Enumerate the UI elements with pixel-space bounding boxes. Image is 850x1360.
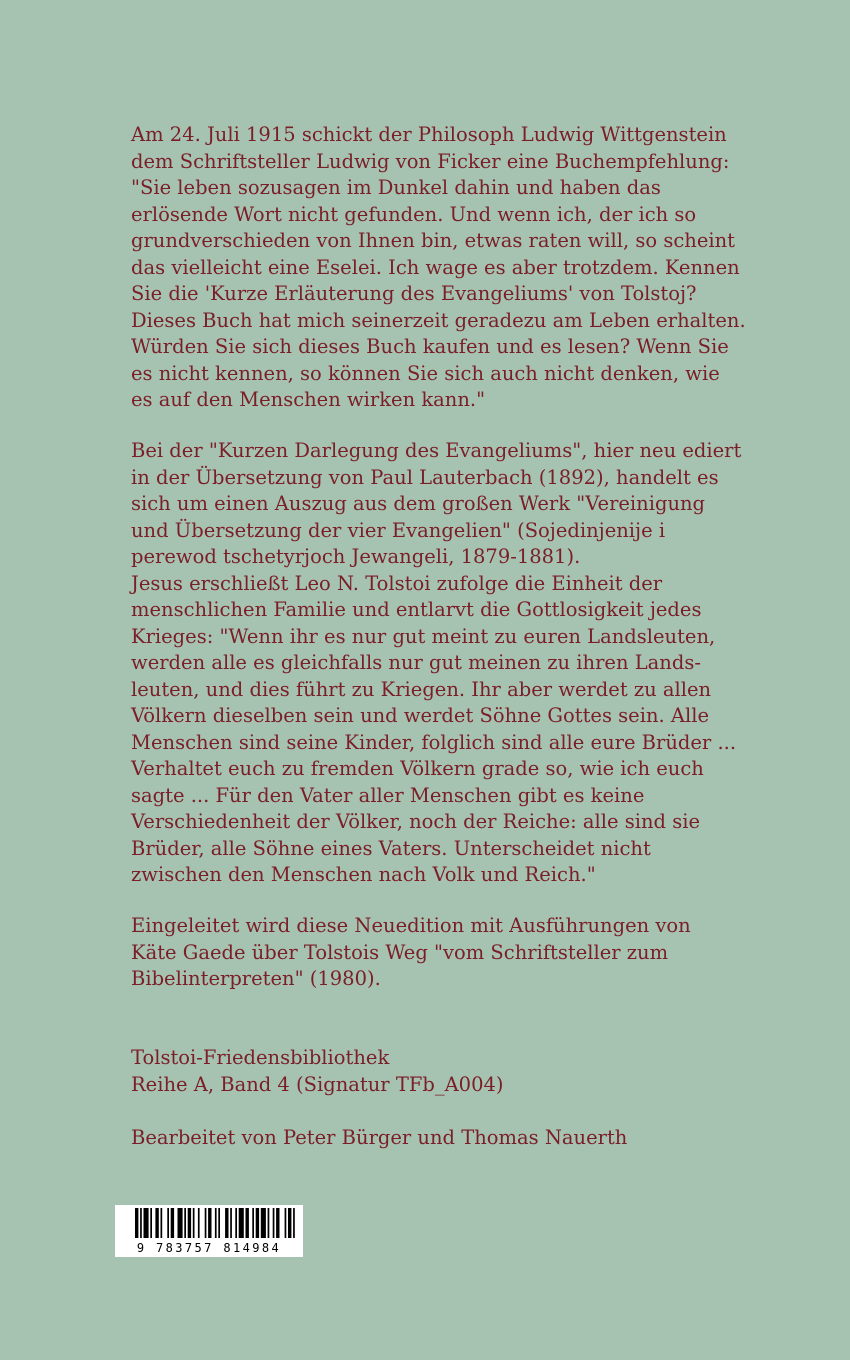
text-line: Menschen sind seine Kinder, folglich sind alle eure Brüder ... [131, 730, 737, 754]
barcode-bar [276, 1208, 279, 1238]
text-line: Am 24. Juli 1915 schickt der Philosoph Ludwig Wittgenstein [131, 123, 727, 146]
barcode-bar [285, 1208, 287, 1238]
barcode-bar [188, 1208, 191, 1238]
text-line: Völkern dieselben sein und werdet Söhne Gottes sein. Alle [131, 704, 710, 727]
barcode-bar [135, 1208, 138, 1238]
text-line: es nicht kennen, so können Sie sich auch nicht denken, wie [131, 361, 720, 385]
barcode-bar [144, 1208, 149, 1238]
text-line: sagte ... Für den Vater aller Menschen gibt es keine [131, 783, 645, 807]
barcode-bar [205, 1208, 207, 1238]
barcode-bar [225, 1208, 228, 1238]
barcode-bar [150, 1208, 152, 1238]
text-line: menschlichen Familie und entlarvt die Gottlosigkeit jedes [131, 598, 702, 621]
text-line: leuten, und dies führt zu Kriegen. Ihr aber werdet zu allen [131, 677, 712, 701]
barcode-bar [235, 1208, 237, 1238]
barcode-bar [198, 1208, 200, 1238]
text-line: Verschiedenheit der Völker, noch der Reiche: alle sind sie [131, 810, 700, 833]
text-line: grundverschieden von Ihnen bin, etwas raten will, so scheint [131, 229, 736, 252]
series-info [131, 1045, 771, 1098]
text-line: werden alle es gleichfalls nur gut meinen zu ihren Lands- [131, 651, 701, 674]
barcode-bar [273, 1208, 275, 1238]
barcode-bar [218, 1208, 220, 1238]
barcode-bar [252, 1208, 254, 1238]
barcode-bar [140, 1208, 142, 1238]
text-line: Eingeleitet wird diese Neuedition mit Ausführungen von [131, 914, 691, 937]
text-line: Brüder, alle Söhne eines Vaters. Unterscheidet nicht [131, 836, 651, 860]
barcode-bar [155, 1208, 158, 1238]
text-line: erlösende Wort nicht gefunden. Und wenn ich, der ich so [131, 202, 697, 226]
text-line: und Übersetzung der vier Evangelien" (Sojedinjenije i [131, 518, 666, 542]
barcode-bar [230, 1208, 232, 1238]
text-line: zwischen den Menschen nach Volk und Reich." [131, 863, 596, 886]
series-volume: Reihe A, Band 4 (Signatur TFb_A004) [131, 1072, 504, 1096]
text-line: Bibelinterpreten" (1980). [131, 967, 381, 990]
barcode-bar [178, 1208, 183, 1238]
text-line: Sie die 'Kurze Erläuterung des Evangeliums' von Tolstoj? [131, 282, 697, 305]
barcode-bar [261, 1208, 266, 1238]
barcode-bar [171, 1208, 174, 1238]
barcode-bar [193, 1208, 195, 1238]
text-line: Dieses Buch hat mich seinerzeit geradezu am Leben erhalten. [131, 308, 746, 332]
barcode-bar [215, 1208, 217, 1238]
text-line: Krieges: "Wenn ihr es nur gut meint zu euren Landsleuten, [131, 624, 716, 648]
text-line: Würden Sie sich dieses Buch kaufen und es lesen? Wenn Sie [131, 335, 729, 358]
barcode-digits: 9 783757 814984 [136, 1241, 282, 1255]
isbn-barcode [115, 1205, 303, 1257]
text-line: Jesus erschließt Leo N. Tolstoi zufolge die Einheit der [131, 571, 663, 595]
text-line: perewod tschetyrjoch Jewangeli, 1879-1881). [131, 545, 581, 568]
barcode-bar [268, 1208, 270, 1238]
barcode-bar [246, 1208, 249, 1238]
series-name: Tolstoi-Friedensbibliothek [131, 1046, 390, 1069]
barcode-bar [161, 1208, 163, 1238]
text-line: das vielleicht eine Eselei. Ich wage es aber trotzdem. Kennen [131, 255, 740, 279]
text-line: es auf den Menschen wirken kann." [131, 388, 486, 411]
text-line: Verhaltet euch zu fremden Völkern grade so, wie ich euch [131, 757, 704, 780]
description-paragraph [131, 438, 771, 889]
editors-line: Bearbeitet von Peter Bürger und Thomas Nauerth [131, 1126, 628, 1149]
barcode-bar [288, 1208, 291, 1238]
barcode-bar [256, 1208, 259, 1238]
text-line: "Sie leben sozusagen im Dunkel dahin und haben das [131, 176, 661, 199]
barcode-bars [115, 1205, 303, 1241]
barcode-bar [293, 1208, 295, 1238]
barcode-bar [208, 1208, 211, 1238]
barcode-bar [167, 1208, 169, 1238]
text-line: in der Übersetzung von Paul Lauterbach (1892), handelt es [131, 465, 719, 489]
intro-paragraph [131, 122, 771, 414]
text-line: Bei der "Kurzen Darlegung des Evangeliums", hier neu ediert [131, 439, 742, 462]
barcode-bar [184, 1208, 186, 1238]
editors-credit [131, 1125, 771, 1152]
barcode-bar [239, 1208, 244, 1238]
text-line: Käte Gaede über Tolstois Weg "vom Schriftsteller zum [131, 940, 669, 964]
introduction-note [131, 913, 771, 993]
text-line: sich um einen Auszug aus dem großen Werk "Vereinigung [131, 492, 706, 515]
text-line: dem Schriftsteller Ludwig von Ficker eine Buchempfehlung: [131, 149, 730, 173]
